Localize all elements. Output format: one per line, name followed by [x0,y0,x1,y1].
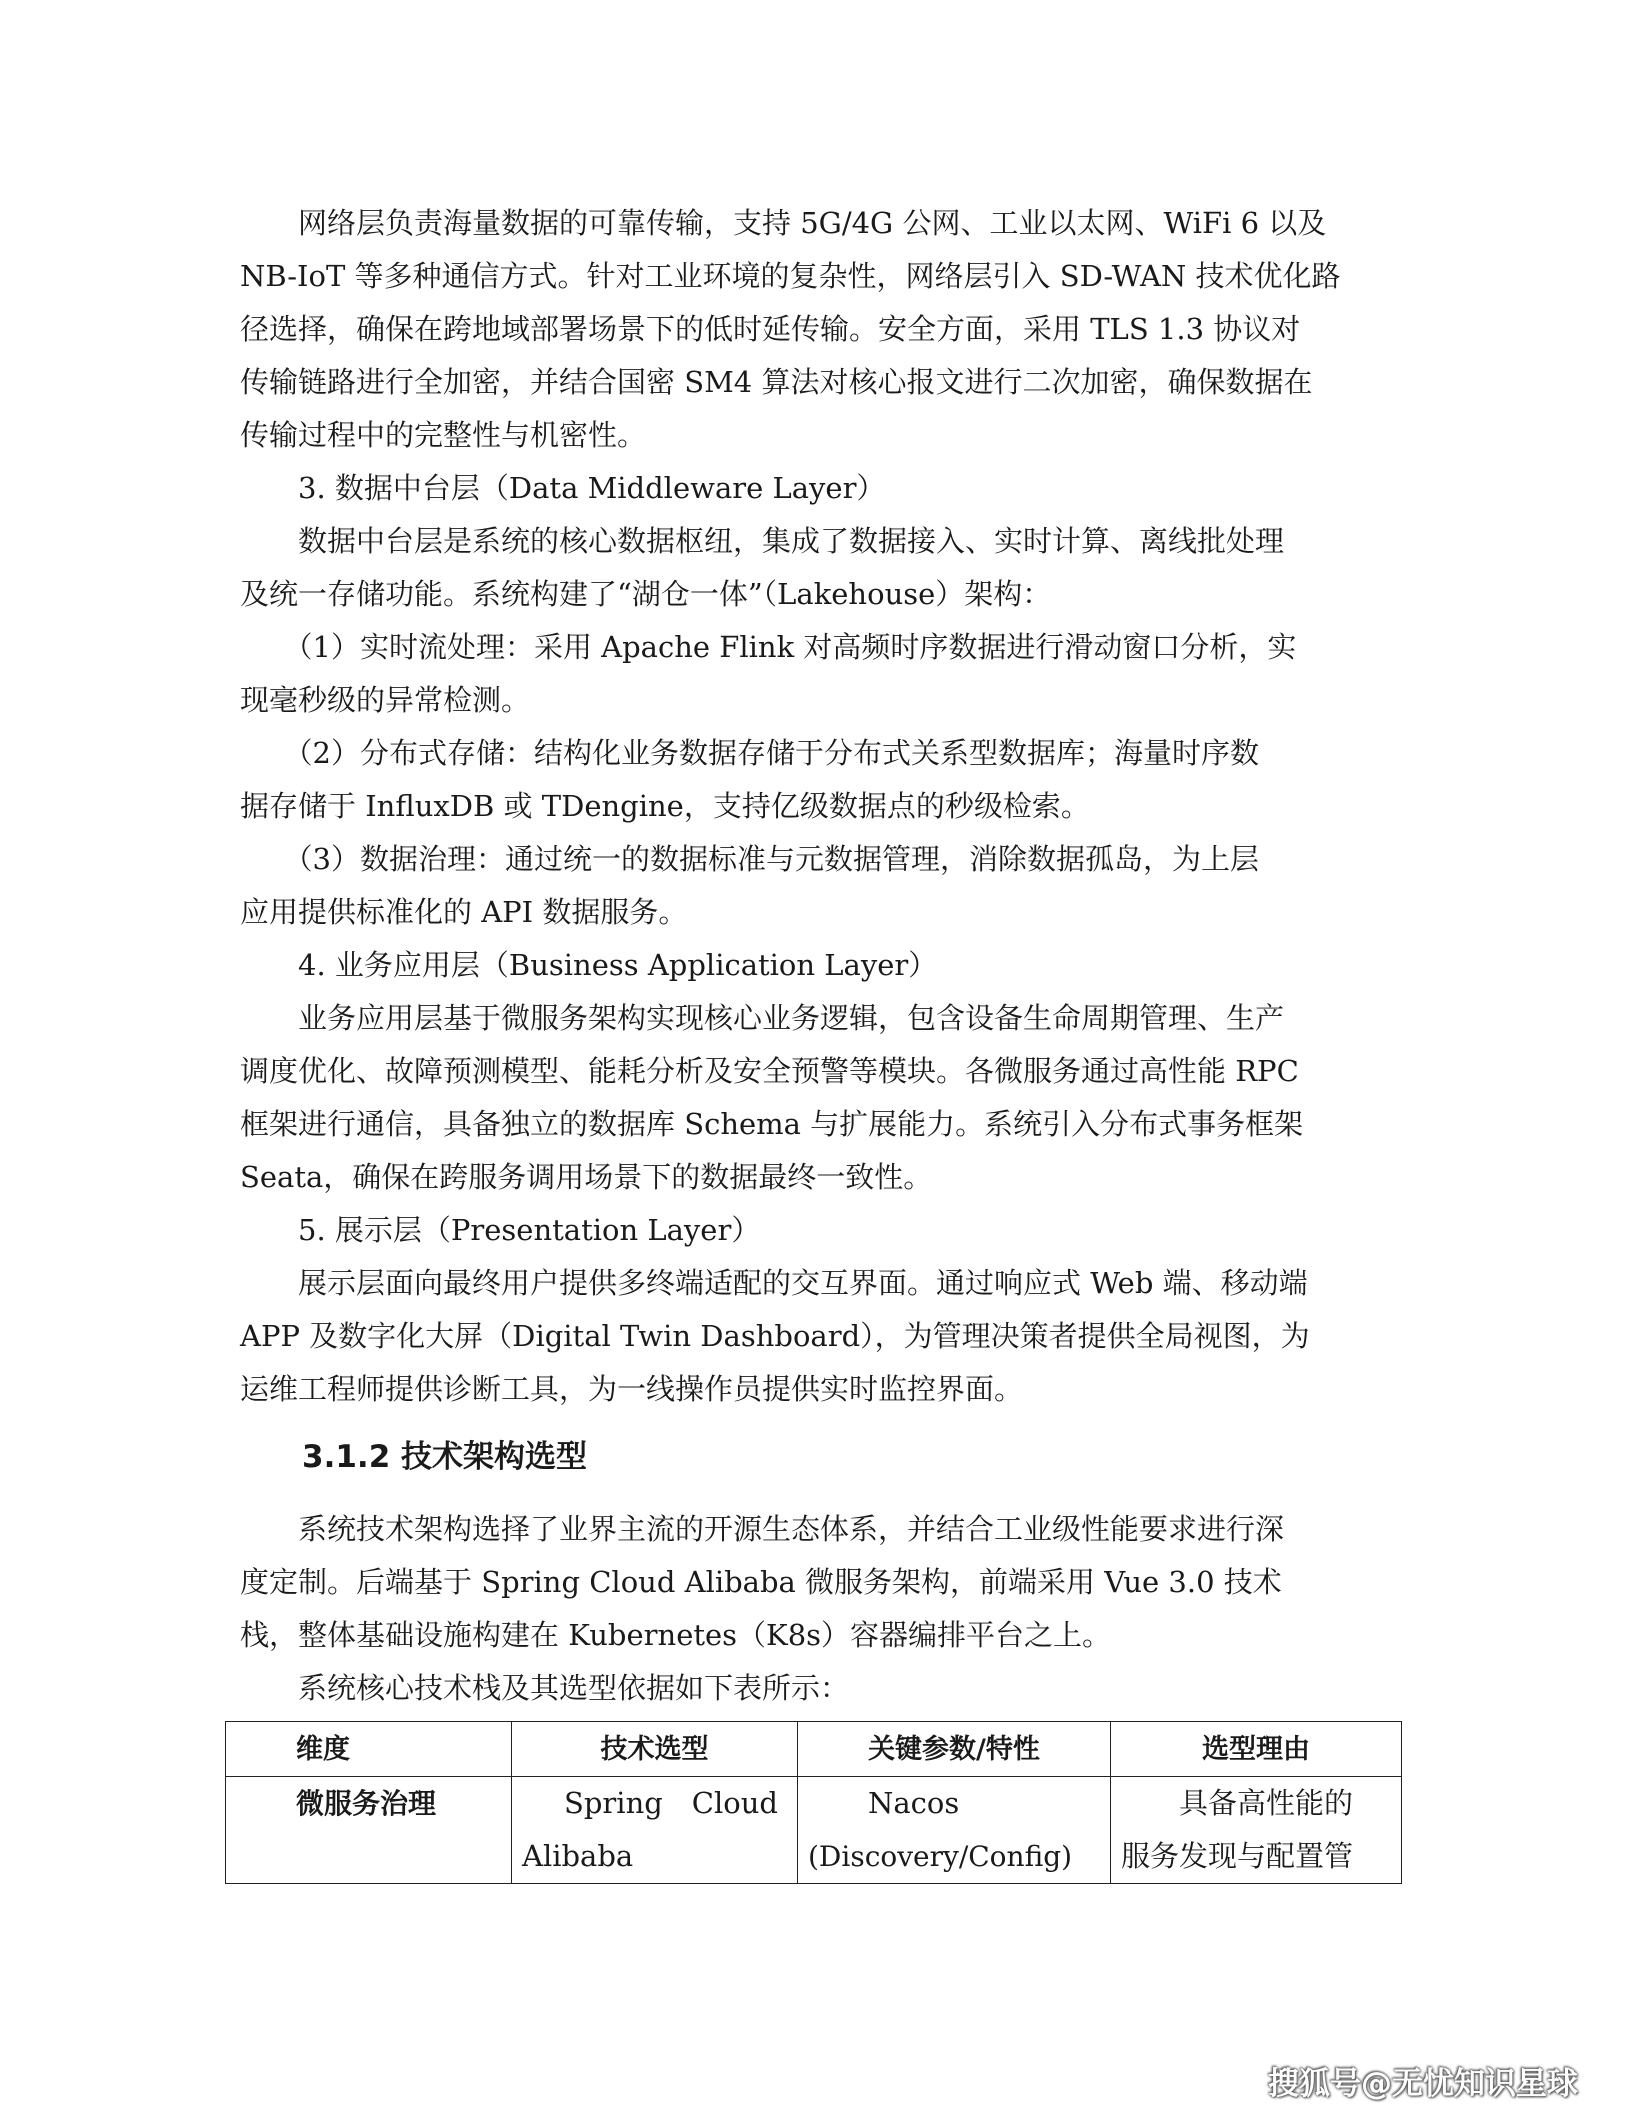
cell-technology [512,1777,798,1884]
paragraph-line: 运维工程师提供诊断工具，为一线操作员提供实时监控界面。 [240,1372,1024,1406]
paragraph-line: 系统技术架构选择了业界主流的开源生态体系，并结合工业级性能要求进行深 [240,1512,1285,1546]
list-item-line: 据存储于 InfluxDB 或 TDengine，支持亿级数据点的秒级检索。 [240,789,1090,823]
list-item-line: （3）数据治理：通过统一的数据标准与元数据管理，消除数据孤岛，为上层 [240,842,1259,876]
header-rationale: 选型理由 [1111,1722,1402,1777]
table-header-row [226,1722,1402,1777]
watermark: 搜狐号@无忧知识星球 [1268,2066,1578,2102]
paragraph-line: Seata，确保在跨服务调用场景下的数据最终一致性。 [240,1160,933,1194]
paragraph-line: APP 及数字化大屏（Digital Twin Dashboard），为管理决策者提供全局视图，为 [240,1319,1310,1353]
paragraph-line: 业务应用层基于微服务架构实现核心业务逻辑，包含设备生命周期管理、生产 [240,1001,1285,1035]
list-heading-business-application: 4. 业务应用层（Business Application Layer） [240,948,938,982]
paragraph-line: 度定制。后端基于 Spring Cloud Alibaba 微服务架构，前端采用 Vue 3.0 技术 [240,1565,1282,1599]
paragraph-line: 栈，整体基础设施构建在 Kubernetes（K8s）容器编排平台之上。 [240,1618,1112,1652]
list-heading-data-middleware: 3. 数据中台层（Data Middleware Layer） [240,471,886,505]
table-caption: 系统核心技术栈及其选型依据如下表所示： [240,1671,850,1705]
list-item-line: 现毫秒级的异常检测。 [240,683,531,717]
paragraph-line: 径选择，确保在跨地域部署场景下的低时延传输。安全方面，采用 TLS 1.3 协议对 [240,312,1301,346]
cell-rationale [1111,1777,1402,1884]
header-technology: 技术选型 [512,1722,798,1777]
list-heading-presentation: 5. 展示层（Presentation Layer） [240,1213,761,1247]
table-row [226,1777,1402,1884]
paragraph-line: 网络层负责海量数据的可靠传输，支持 5G/4G 公网、工业以太网、WiFi 6 以及 [240,206,1327,240]
paragraph-line: 数据中台层是系统的核心数据枢纽，集成了数据接入、实时计算、离线批处理 [240,524,1285,558]
paragraph-line: 传输过程中的完整性与机密性。 [240,418,647,452]
cell-technology-line1: Spring Cloud [564,1786,778,1820]
cell-dimension [226,1777,512,1884]
paragraph-line: 传输链路进行全加密，并结合国密 SM4 算法对核心报文进行二次加密，确保数据在 [240,365,1313,399]
cell-rationale-line1: 具备高性能的 [1179,1786,1354,1820]
paragraph-line: 展示层面向最终用户提供多终端适配的交互界面。通过响应式 Web 端、移动端 [240,1266,1308,1300]
paragraph-line: 调度优化、故障预测模型、能耗分析及安全预警等模块。各微服务通过高性能 RPC [240,1054,1299,1088]
paragraph-line: 及统一存储功能。系统构建了“湖仓一体”（Lakehouse）架构： [240,577,1052,611]
header-key-parameters: 关键参数/特性 [798,1722,1111,1777]
list-item-line: （2）分布式存储：结构化业务数据存储于分布式关系型数据库；海量时序数 [240,736,1259,770]
cell-rationale-line2: 服务发现与配置管 [1121,1839,1354,1873]
list-item-line: 应用提供标准化的 API 数据服务。 [240,895,688,929]
paragraph-line: 框架进行通信，具备独立的数据库 Schema 与扩展能力。系统引入分布式事务框架 [240,1107,1304,1141]
cell-dimension-text: 微服务治理 [296,1787,437,1820]
cell-params-line2: (Discovery/Config) [808,1840,1073,1873]
header-dimension: 维度 [226,1722,512,1777]
cell-technology-line2: Alibaba [522,1839,634,1873]
list-item-line: （1）实时流处理：采用 Apache Flink 对高频时序数据进行滑动窗口分析，实 [240,630,1297,664]
section-heading: 3.1.2 技术架构选型 [302,1439,588,1475]
cell-key-parameters [798,1777,1111,1884]
paragraph-line: NB-IoT 等多种通信方式。针对工业环境的复杂性，网络层引入 SD-WAN 技术优化路 [240,259,1341,293]
tech-stack-table [225,1721,1402,1884]
cell-params-line1: Nacos [868,1786,960,1820]
